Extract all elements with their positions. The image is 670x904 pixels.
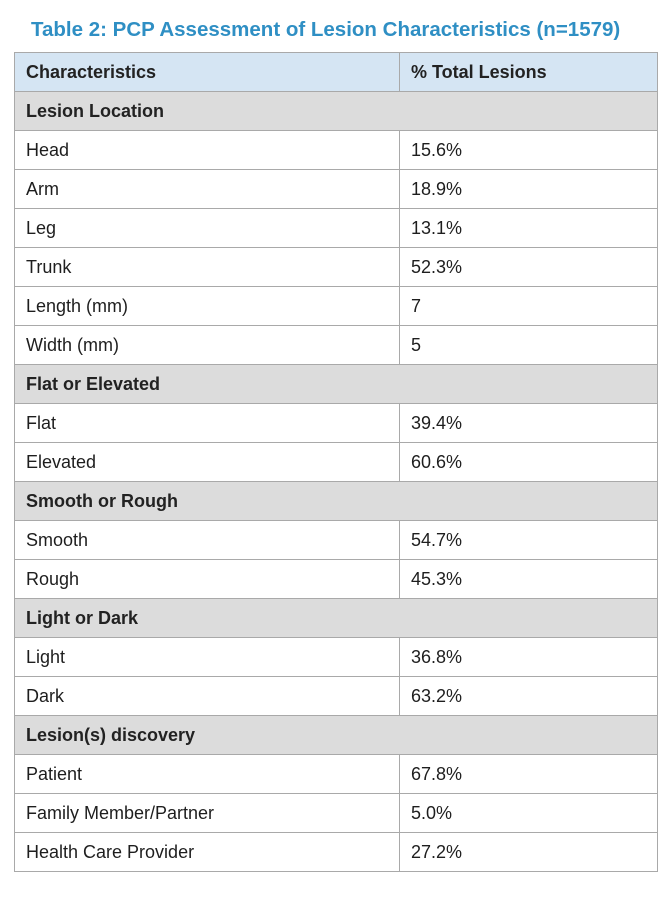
table-row [15, 638, 658, 677]
section-header-row [15, 599, 658, 638]
table-row [15, 248, 658, 287]
table-row [15, 755, 658, 794]
characteristic-cell: Length (mm) [15, 287, 400, 326]
percent-total-lesions-cell: 60.6% [400, 443, 658, 482]
table-row [15, 794, 658, 833]
characteristic-cell: Elevated [15, 443, 400, 482]
table-body [15, 92, 658, 872]
percent-total-lesions-cell: 45.3% [400, 560, 658, 599]
percent-total-lesions-cell: 27.2% [400, 833, 658, 872]
characteristic-cell: Arm [15, 170, 400, 209]
section-header-row [15, 716, 658, 755]
characteristic-cell: Flat [15, 404, 400, 443]
percent-total-lesions-cell: 13.1% [400, 209, 658, 248]
table-row [15, 209, 658, 248]
section-header-row [15, 482, 658, 521]
characteristic-cell: Health Care Provider [15, 833, 400, 872]
table-row [15, 677, 658, 716]
section-label: Smooth or Rough [15, 482, 658, 521]
table-row [15, 131, 658, 170]
table-row [15, 170, 658, 209]
section-label: Light or Dark [15, 599, 658, 638]
percent-total-lesions-cell: 5.0% [400, 794, 658, 833]
percent-total-lesions-cell: 63.2% [400, 677, 658, 716]
section-label: Lesion Location [15, 92, 658, 131]
characteristic-cell: Family Member/Partner [15, 794, 400, 833]
table-row [15, 287, 658, 326]
section-label: Lesion(s) discovery [15, 716, 658, 755]
characteristic-cell: Smooth [15, 521, 400, 560]
table-row [15, 521, 658, 560]
lesion-characteristics-table [14, 52, 658, 872]
characteristic-cell: Patient [15, 755, 400, 794]
percent-total-lesions-cell: 7 [400, 287, 658, 326]
table-title: Table 2: PCP Assessment of Lesion Characteristics (n=1579) [31, 18, 621, 41]
section-header-row [15, 365, 658, 404]
characteristic-cell: Head [15, 131, 400, 170]
characteristic-cell: Light [15, 638, 400, 677]
column-header-characteristics: Characteristics [15, 53, 400, 92]
characteristic-cell: Width (mm) [15, 326, 400, 365]
table-row [15, 833, 658, 872]
characteristic-cell: Leg [15, 209, 400, 248]
percent-total-lesions-cell: 52.3% [400, 248, 658, 287]
table-row [15, 560, 658, 599]
percent-total-lesions-cell: 39.4% [400, 404, 658, 443]
percent-total-lesions-cell: 67.8% [400, 755, 658, 794]
header-row [15, 53, 658, 92]
percent-total-lesions-cell: 54.7% [400, 521, 658, 560]
table-header [15, 53, 658, 92]
table-row [15, 443, 658, 482]
percent-total-lesions-cell: 36.8% [400, 638, 658, 677]
percent-total-lesions-cell: 15.6% [400, 131, 658, 170]
percent-total-lesions-cell: 18.9% [400, 170, 658, 209]
table-row [15, 404, 658, 443]
percent-total-lesions-cell: 5 [400, 326, 658, 365]
table-row [15, 326, 658, 365]
characteristic-cell: Rough [15, 560, 400, 599]
characteristic-cell: Trunk [15, 248, 400, 287]
section-header-row [15, 92, 658, 131]
characteristic-cell: Dark [15, 677, 400, 716]
column-header-percent-total-lesions: % Total Lesions [400, 53, 658, 92]
section-label: Flat or Elevated [15, 365, 658, 404]
